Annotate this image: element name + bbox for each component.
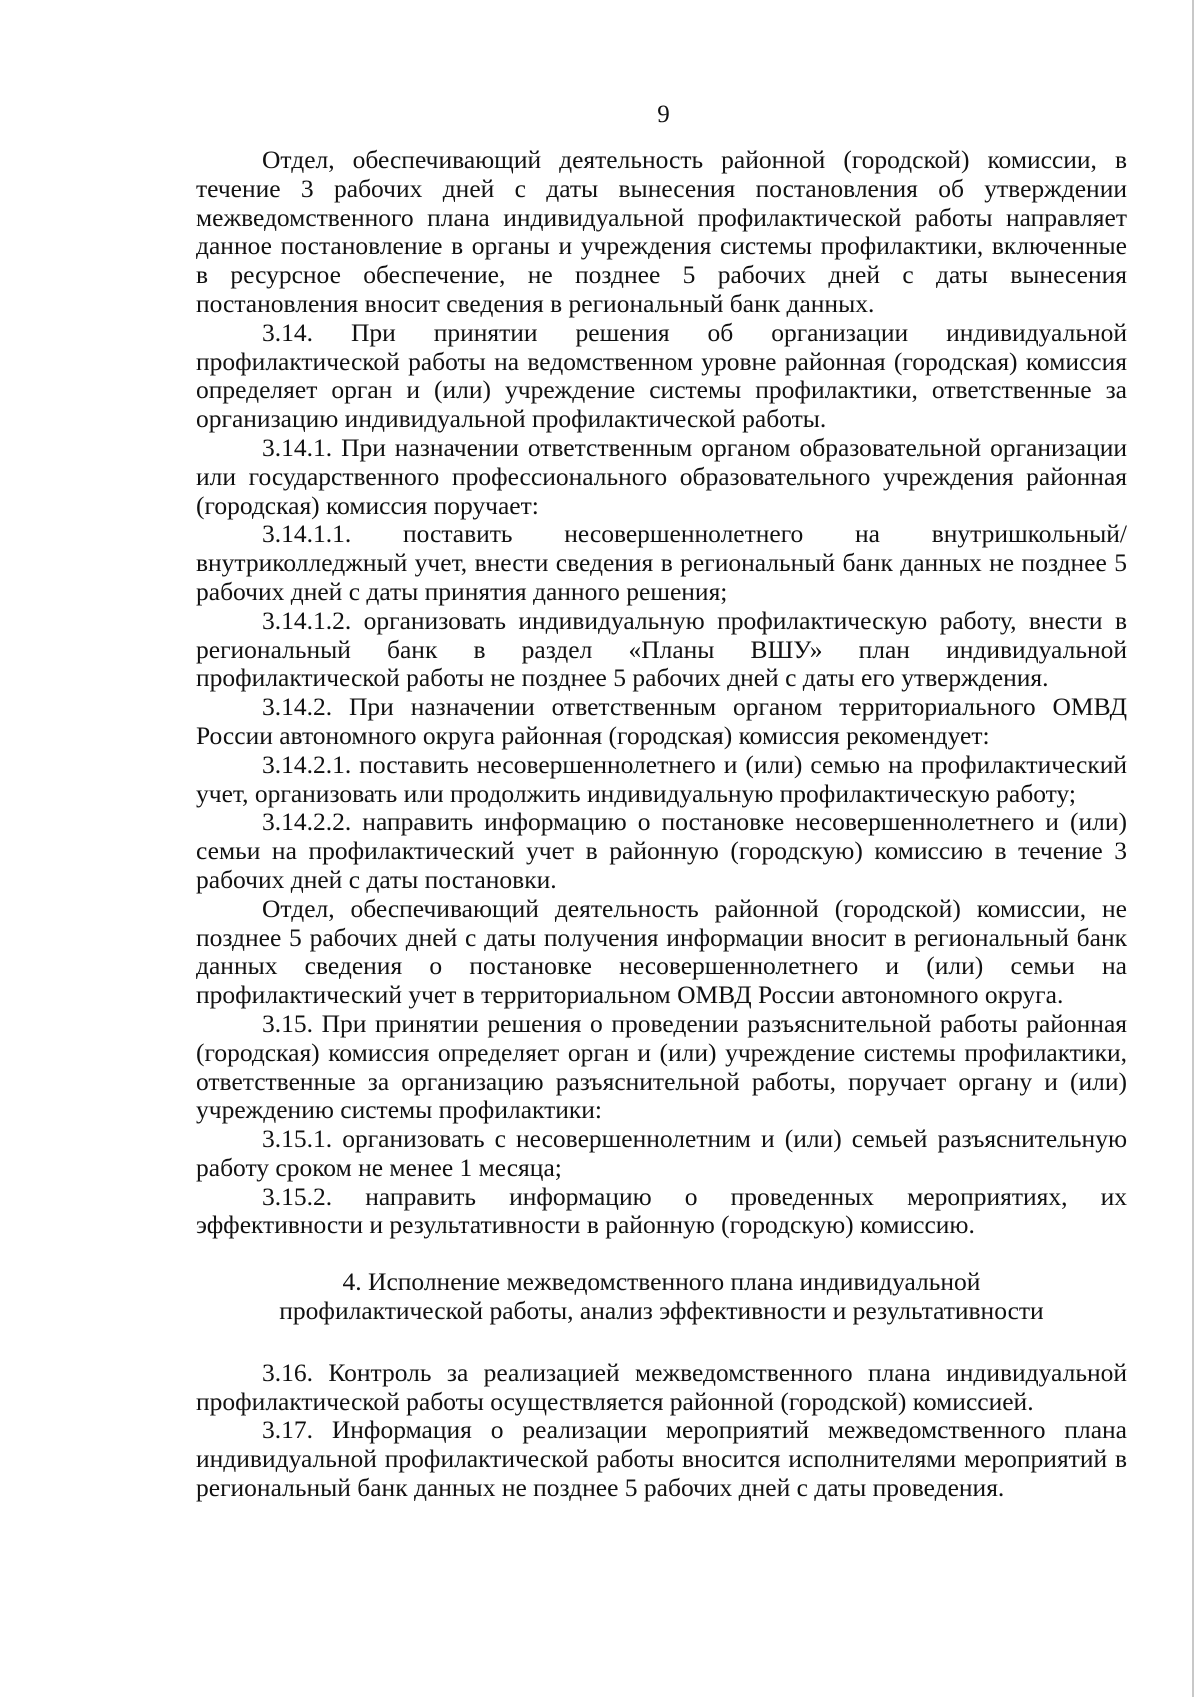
paragraph-3-14-2-2: 3.14.2.2. направить информацию о постановке несовершеннолетнего и (или) семьи на профилактический учет в районную (городскую) комиссию в течение 3 рабочих дней с даты постановки. [196, 807, 1127, 894]
paragraph-3-14-2-1: 3.14.2.1. поставить несовершеннолетнего и (или) семью на профилактический учет, организовать или продолжить индивидуальную профилактическую работу; [196, 749, 1127, 808]
paragraph-3-14: 3.14. При принятии решения об организации индивидуальной профилактической работы на ведомственном уровне районная (городская) комиссия определяет орган и (или) учреждение системы профилактики, ответственные за организацию индивидуальной профилактической работы. [196, 317, 1127, 434]
paragraph-3-15-1: 3.15.1. организовать с несовершеннолетним и (или) семьей разъяснительную работу сроком не менее 1 месяца; [196, 1124, 1127, 1182]
paragraph-3-16: 3.16. Контроль за реализацией межведомственного плана индивидуальной профилактической работы осуществляется районной (городской) комиссией. [196, 1357, 1127, 1416]
paragraph-3-15-2: 3.15.2. направить информацию о проведенных мероприятиях, их эффективности и результативности в районную (городскую) комиссию. [196, 1181, 1127, 1240]
document-body [196, 146, 1127, 1503]
paragraph-3-14-1-1: 3.14.1.1. поставить несовершеннолетнего на внутришкольный/ внутриколледжный учет, внести сведения в региональный банк данных не позднее 5 рабочих дней с даты принятия данного решения; [196, 519, 1127, 606]
paragraph-3-17: 3.17. Информация о реализации мероприятий межведомственного плана индивидуальной профилактической работы вносится исполнителями мероприятий в региональный банк данных не позднее 5 рабочих дней с даты проведения. [196, 1415, 1127, 1503]
paragraph-department-registration: Отдел, обеспечивающий деятельность районной (городской) комиссии, не позднее 5 рабочих дней с даты получения информации вносит в региональный банк данных сведения о постановке несовершеннолетнего и (или) семьи на профилактический учет в территориальном ОМВД России автономного округа. [196, 893, 1127, 1010]
paragraph-3-15: 3.15. При принятии решения о проведении разъяснительной работы районная (городская) комиссия определяет орган и (или) учреждение системы профилактики, ответственные за организацию разъяснительной работы, поручает органу и (или) учреждению системы профилактики: [196, 1008, 1127, 1125]
section-heading-line-2: профилактической работы, анализ эффективности и результативности [279, 1296, 1044, 1326]
paragraph-3-14-1: 3.14.1. При назначении ответственным органом образовательной организации или государственного профессионального образовательного учреждения районная (городская) комиссия поручает: [196, 432, 1127, 520]
scan-edge-shadow [1192, 0, 1194, 1697]
paragraph-department-notice: Отдел, обеспечивающий деятельность районной (городской) комиссии, в течение 3 рабочих дней с даты вынесения постановления об утверждении межведомственного плана индивидуальной профилактической работы направляет данное постановление в органы и учреждения системы профилактики, включенные в ресурсное обеспечение, не позднее 5 рабочих дней с даты вынесения постановления вносит сведения в региональный банк данных. [196, 145, 1127, 318]
paragraph-3-14-1-2: 3.14.1.2. организовать индивидуальную профилактическую работу, внести в региональный банк в раздел «Планы ВШУ» план индивидуальной профилактической работы не позднее 5 рабочих дней с даты его утверждения. [196, 605, 1127, 693]
page-number: 9 [657, 101, 670, 128]
paragraph-3-14-2: 3.14.2. При назначении ответственным органом территориального ОМВД России автономного округа районная (городская) комиссия рекомендует: [196, 692, 1127, 750]
section-heading [196, 1268, 1127, 1326]
section-heading-line-1: 4. Исполнение межведомственного плана индивидуальной [342, 1267, 981, 1297]
